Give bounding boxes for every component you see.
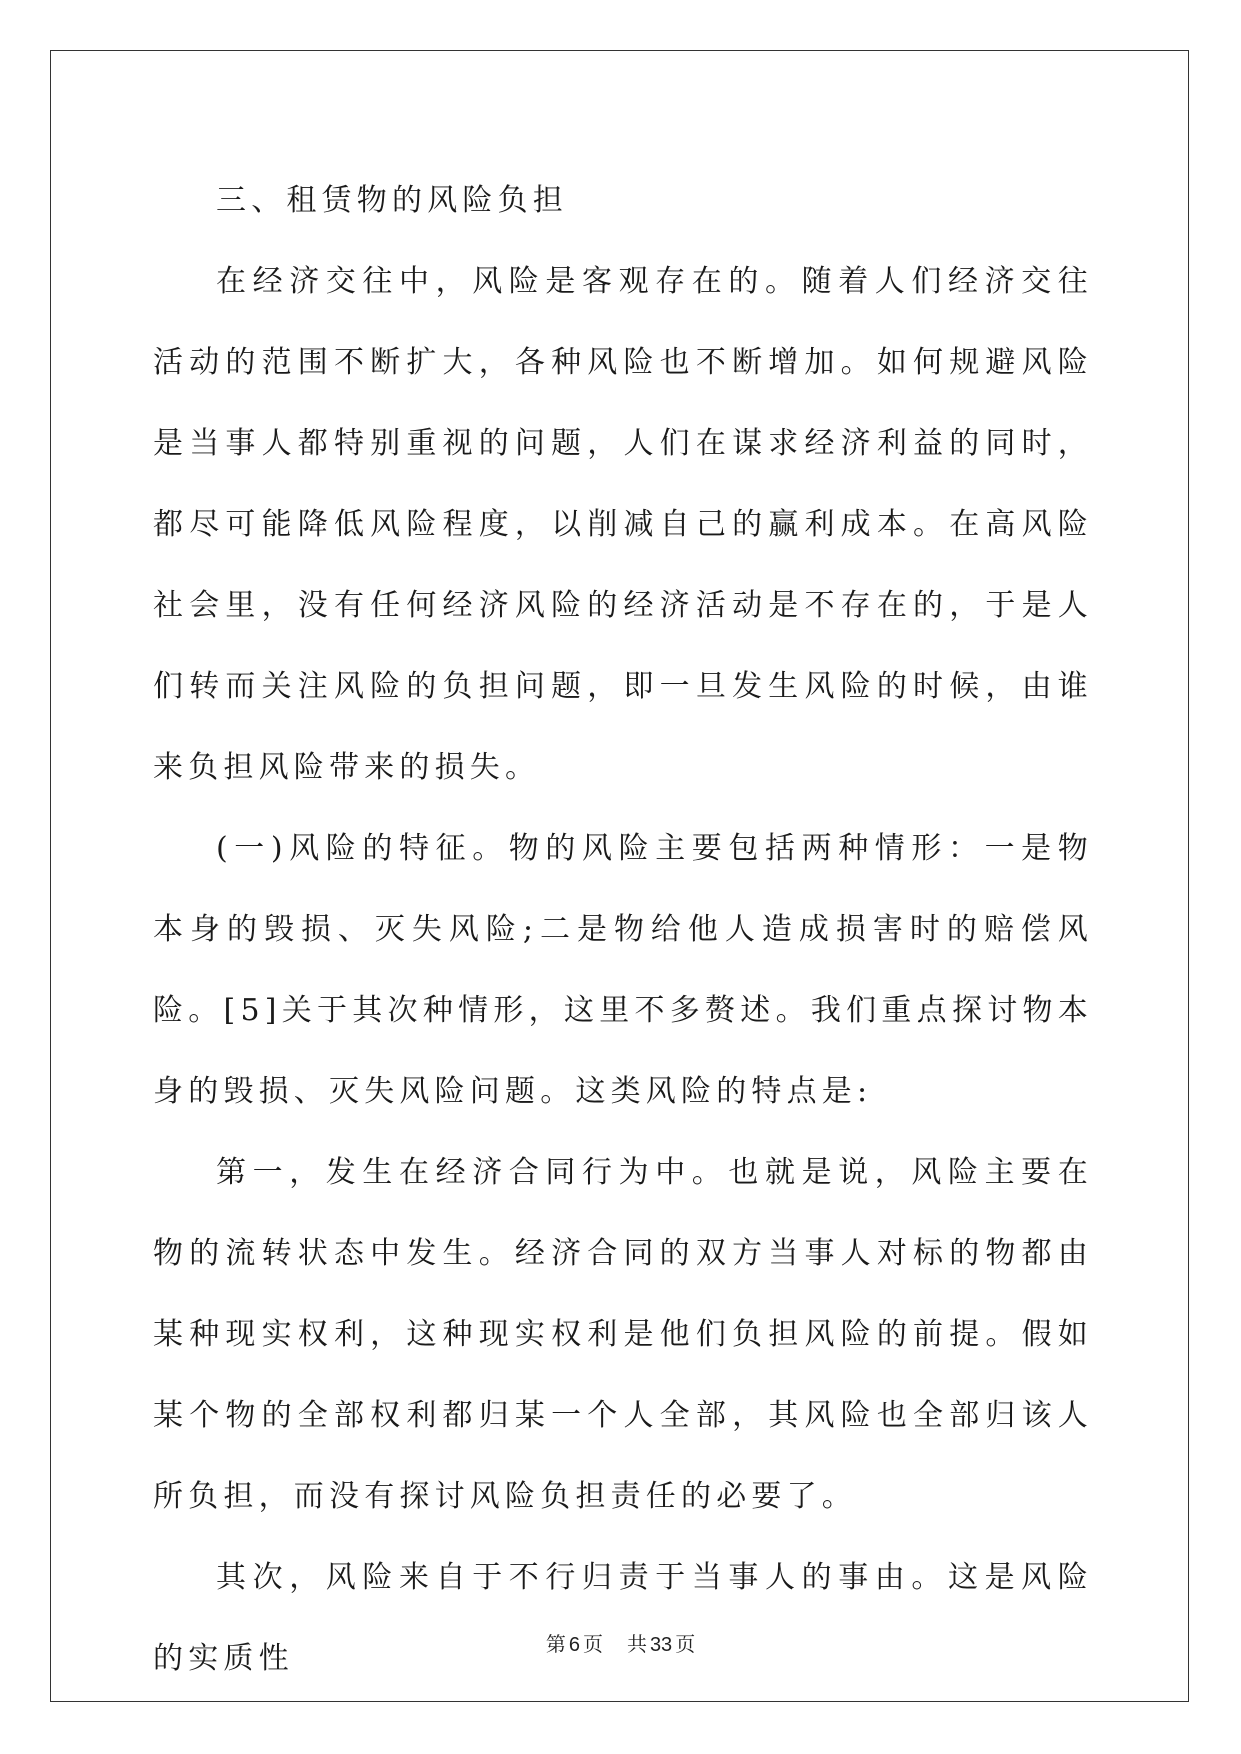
paragraph: 第一，发生在经济合同行为中。也就是说，风险主要在物的流转状态中发生。经济合同的双方当事人对标的物都由某种现实权利，这种现实权利是他们负担风险的前提。假如某个物的全部权利都归某一个人全部，其风险也全部归该人所负担，而没有探讨风险负担责任的必要了。 [153,1155,1093,1514]
document-body [153,160,1093,1699]
total-pages: 33 [649,1634,673,1656]
page-suffix: 页 [582,1632,603,1656]
total-prefix: 共 [626,1632,647,1656]
page-number: 6 [568,1634,580,1656]
paragraph: 在经济交往中，风险是客观存在的。随着人们经济交往活动的范围不断扩大，各种风险也不断增加。如何规避风险是当事人都特别重视的问题，人们在谋求经济利益的同时，都尽可能降低风险程度，以削减自己的赢利成本。在高风险社会里，没有任何经济风险的经济活动是不存在的，于是人们转而关注风险的负担问题，即一旦发生风险的时候，由谁来负担风险带来的损失。 [153,264,1093,785]
paragraph: 其次，风险来自于不行归责于当事人的事由。这是风险的实质性 [153,1560,1093,1676]
paragraph: (一)风险的特征。物的风险主要包括两种情形：一是物本身的毁损、灭失风险;二是物给他人造成损害时的赔偿风险。[5]关于其次种情形，这里不多赘述。我们重点探讨物本身的毁损、灭失风险问题。这类风险的特点是: [153,831,1093,1109]
page-footer [0,1628,1241,1657]
page-prefix: 第 [545,1632,566,1656]
section-heading: 三、租赁物的风险负担 [216,183,568,218]
total-suffix: 页 [675,1632,696,1656]
